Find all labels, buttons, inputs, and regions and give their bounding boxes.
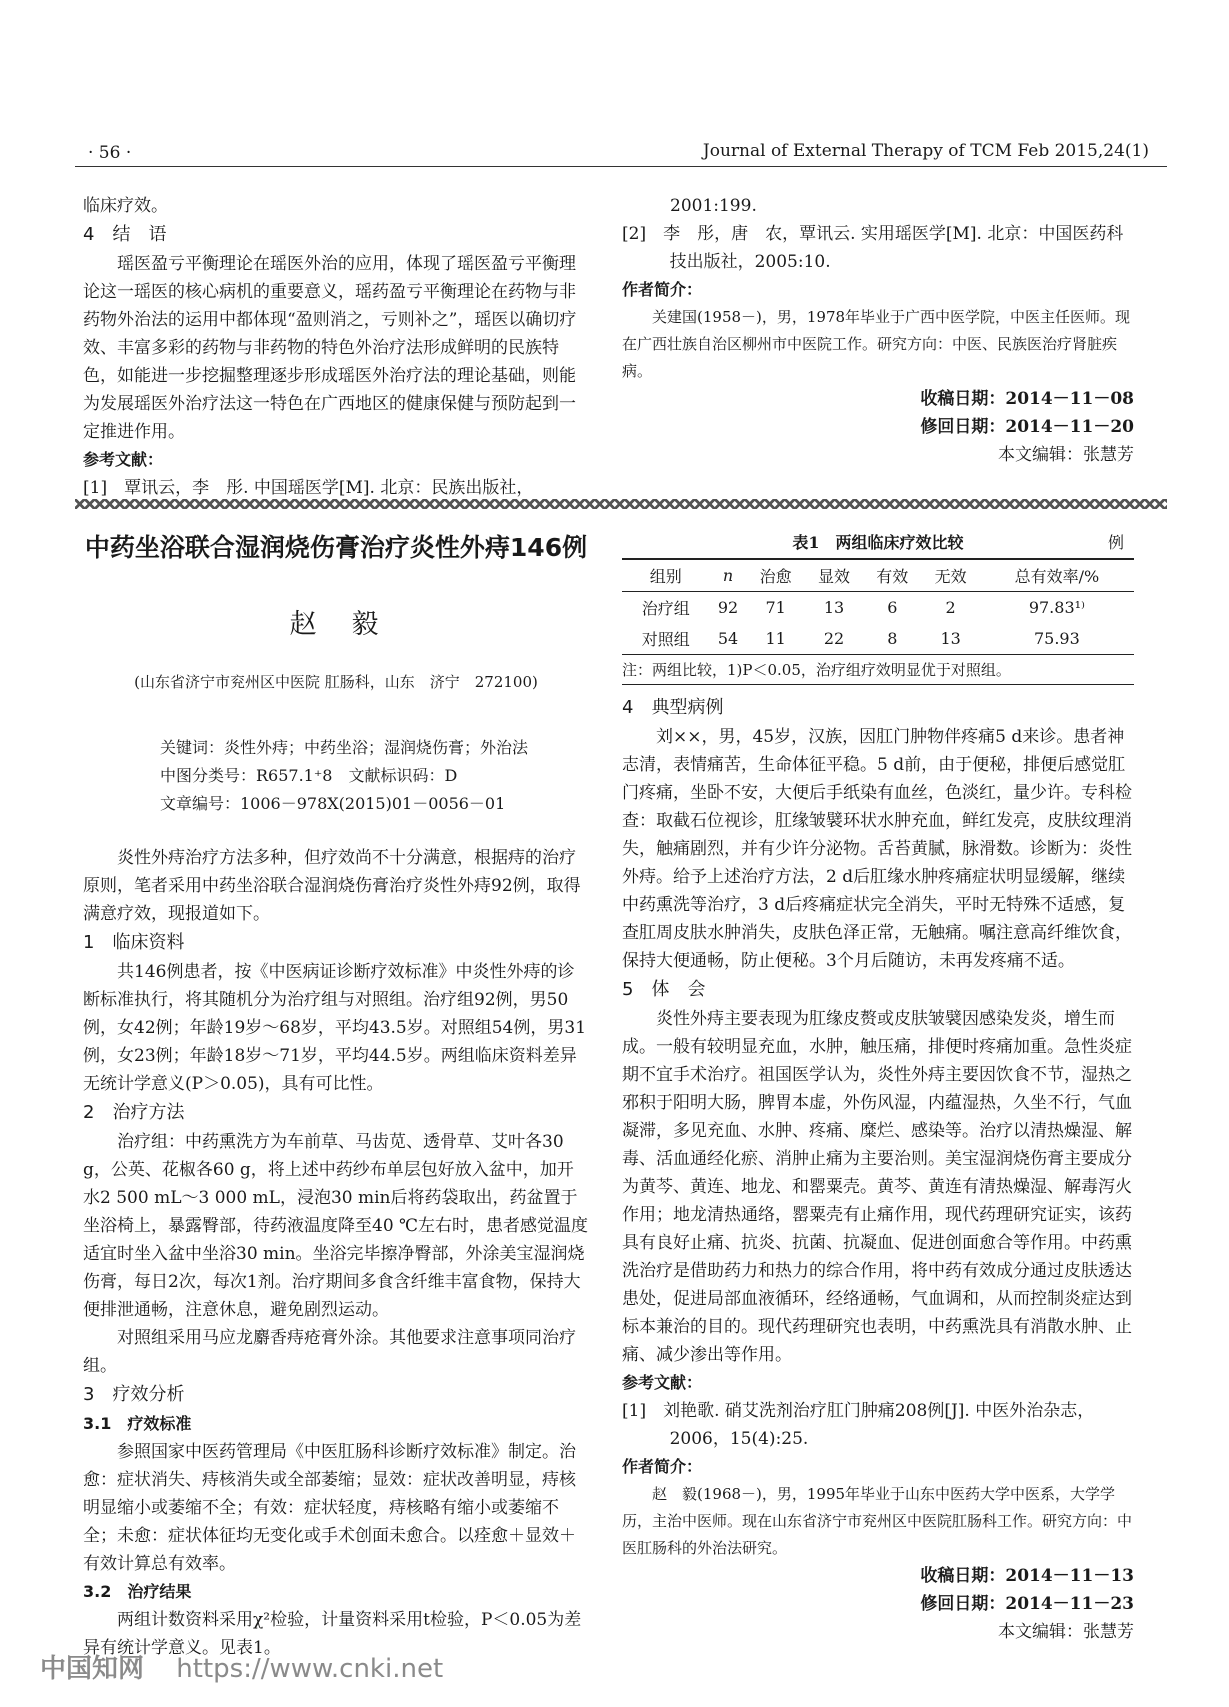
table-note: 注：两组比较，1)P＜0.05，治疗组疗效明显优于对照组。 xyxy=(622,661,1011,679)
section-3-1-body: 参照国家中医药管理局《中医肛肠科诊断疗效标准》制定。治愈：症状消失、痔核消失或全部萎缩；显效：症状改善明显，痔核明显缩小或萎缩不全；有效：症状轻度，痔核略有缩小或萎缩不全；未愈：症状体征均无变化或手术创面未愈合。以痊愈＋显效＋有效计算总有效率。 xyxy=(83,1442,576,1574)
table-unit: 例 xyxy=(1107,533,1124,552)
table-cell: 54 xyxy=(717,629,739,648)
section-3-2-body: 两组计数资料采用χ²检验，计量资料采用t检验，P＜0.05为差异有统计学意义。见表1。 xyxy=(83,1610,582,1658)
references-title: 参考文献： xyxy=(622,1373,703,1392)
table-cell: 13 xyxy=(940,629,961,648)
prev-editor: 本文编辑：张慧芳 xyxy=(998,445,1134,465)
article-affiliation: (山东省济宁市兖州区中医院 肛肠科，山东 济宁 272100) xyxy=(134,673,538,691)
table-caption-row xyxy=(622,530,1134,558)
section-3-title: 3 疗效分析 xyxy=(83,1384,185,1405)
section-4-title: 4 典型病例 xyxy=(622,697,724,718)
section-3-2-title: 3.2 治疗结果 xyxy=(83,1582,192,1601)
table-caption: 表1 两组临床疗效比较 xyxy=(792,533,964,552)
article-meta xyxy=(160,734,580,818)
table-header: 组别 xyxy=(649,567,682,586)
intro: 炎性外痔治疗方法多种，但疗效尚不十分满意，根据痔的治疗原则，笔者采用中药坐浴联合湿润烧伤膏治疗炎性外痔92例，取得满意疗效，现报道如下。 xyxy=(83,848,581,924)
author-title: 作者简介： xyxy=(622,1457,703,1476)
prev-received-date: 收稿日期：2014－11－08 xyxy=(920,389,1134,409)
watermark xyxy=(40,1648,443,1685)
prev-reference-2: [2] 李 彤，唐 农，覃讯云. 实用瑶医学[M]. 北京：中国医药科技出版社，2005:10. xyxy=(622,224,1124,272)
table-header: 无效 xyxy=(934,567,967,586)
table-cell: 13 xyxy=(823,598,845,617)
table-cell: 治疗组 xyxy=(641,599,690,618)
section-1-body: 共146例患者，按《中医病证诊断疗效标准》中炎性外痔的诊断标准执行，将其随机分为治疗组与对照组。治疗组92例，男50例，女42例；年龄19岁～68岁，平均43.5岁。对照组54例，男31例，女23例；年龄18岁～71岁，平均44.5岁。两组临床资料差异无统计学意义(P＞0.05)，具有可比性。 xyxy=(83,962,587,1094)
page-number: · 56 · xyxy=(88,143,132,163)
keywords: 关键词：炎性外痔；中药坐浴；湿润烧伤膏；外治法 xyxy=(160,738,529,757)
section-2-para-1: 治疗组：中药熏洗方为车前草、马齿苋、透骨草、艾叶各30 g，公英、花椒各60 g，将上述中药纱布单层包好放入盆中，加开水2 500 mL～3 000 mL，浸泡30 min后将药袋取出，药盆置于坐浴椅上，暴露臀部，待药液温度降至40 ℃左右时，患者感觉温度适宜时坐入盆中坐浴30 min。坐浴完毕擦净臀部，外涂美宝湿润烧伤膏，每日2次，每次1剂。治疗期间多食含纤维丰富食物，保持大便排泄通畅，注意休息，避免剧烈运动。 xyxy=(83,1132,589,1320)
table-row xyxy=(622,592,1134,624)
section-1-title: 1 临床资料 xyxy=(83,932,185,953)
section-5-title: 5 体 会 xyxy=(622,979,706,1000)
table-header-row xyxy=(622,559,1134,592)
table-cell: 75.93 xyxy=(1033,629,1080,648)
prev-section-4-body: 瑶医盈亏平衡理论在瑶医外治的应用，体现了瑶医盈亏平衡理论这一瑶医的核心病机的重要意义，瑶药盈亏平衡理论在药物与非药物外治法的运用中都体现“盈则消之，亏则补之”，瑶医以确切疗效、丰富多彩的药物与非药物的特色外治疗法形成鲜明的民族特色，如能进一步挖掘整理逐步形成瑶医外治疗法的理论基础，则能为发展瑶医外治疗法这一特色在广西地区的健康保健与预防起到一定推进作用。 xyxy=(83,254,577,442)
article-left-column xyxy=(83,844,589,1662)
article-title: 中药坐浴联合湿润烧伤膏治疗炎性外痔146例 xyxy=(84,533,588,562)
prev-left-top: 临床疗效。 xyxy=(83,196,168,216)
table-cell: 对照组 xyxy=(641,630,690,649)
table-cell: 22 xyxy=(823,629,845,648)
prev-left-column xyxy=(83,192,589,502)
results-table xyxy=(622,558,1134,685)
table-header: 总有效率/% xyxy=(1014,567,1100,586)
section-3-1-title: 3.1 疗效标准 xyxy=(83,1414,192,1433)
received-date: 收稿日期：2014－11－13 xyxy=(920,1566,1134,1586)
prev-section-4-title: 4 结 语 xyxy=(83,224,167,245)
table-cell: 2 xyxy=(945,598,956,617)
article-right-column xyxy=(622,530,1134,1646)
table-cell: 8 xyxy=(887,629,898,648)
article-title-block xyxy=(83,530,589,692)
editor: 本文编辑：张慧芳 xyxy=(998,1622,1134,1642)
header-rule xyxy=(75,166,1167,167)
article-separator xyxy=(75,499,1167,509)
section-2-para-2: 对照组采用马应龙麝香痔疮膏外涂。其他要求注意事项同治疗组。 xyxy=(83,1328,576,1376)
table-cell: 71 xyxy=(765,598,786,617)
section-2-title: 2 治疗方法 xyxy=(83,1102,185,1123)
author-body: 赵 毅(1968－)，男，1995年毕业于山东中医药大学中医系，大学学历，主治中医师。现在山东省济宁市兖州区中医院肛肠科工作。研究方向：中医肛肠科的外治法研究。 xyxy=(622,1485,1133,1557)
watermark-url: https://www.cnki.net xyxy=(176,1654,444,1684)
section-4-body: 刘××，男，45岁，汉族，因肛门肿物伴疼痛5 d来诊。患者神志清，表情痛苦，生命体征平稳。5 d前，由于便秘，排便后感觉肛门疼痛，坐卧不安，大便后手纸染有血丝，色淡红，量少许。专科检查：取截石位视诊，肛缘皱襞环状水肿充血，鲜红发亮，皮肤纹理消失，触痛剧烈，并有少许分泌物。舌苔黄腻，脉滑数。诊断为：炎性外痔。给予上述治疗方法，2 d后肛缘水肿疼痛症状明显缓解，继续中药熏洗等治疗，3 d后疼痛症状完全消失，平时无特殊不适感，复查肛周皮肤水肿消失，皮肤色泽正常，无触痛。嘱注意高纤维饮食，保持大便通畅，防止便秘。3个月后随访，未再发疼痛不适。 xyxy=(622,727,1132,971)
prev-revised-date: 修回日期：2014－11－20 xyxy=(920,417,1134,437)
table-header: 治愈 xyxy=(759,567,792,586)
article-author: 赵 毅 xyxy=(289,609,383,640)
journal-running-head: Journal of External Therapy of TCM Feb 2015,24(1) xyxy=(702,141,1149,161)
table-note-row xyxy=(622,655,1134,685)
revised-date: 修回日期：2014－11－23 xyxy=(920,1594,1134,1614)
article-number: 文章编号：1006－978X(2015)01－0056－01 xyxy=(160,794,506,813)
table-cell: 6 xyxy=(887,598,898,617)
section-5-body: 炎性外痔主要表现为肛缘皮赘或皮肤皱襞因感染发炎，增生而成。一般有较明显充血，水肿，触压痛，排便时疼痛加重。急性炎症期不宜手术治疗。祖国医学认为，炎性外痔主要因饮食不节，湿热之邪积于阳明大肠，脾胃本虚，外伤风湿，内蕴湿热，久坐不行，气血凝滞，多见充血、水肿、疼痛、糜烂、感染等。治疗以清热燥湿、解毒、活血通经化瘀、消肿止痛为主要治则。美宝湿润烧伤膏主要成分为黄芩、黄连、地龙、和罂粟壳。黄芩、黄连有清热燥湿、解毒泻火作用；地龙清热通络，罂粟壳有止痛作用，现代药理研究证实，该药具有良好止痛、抗炎、抗菌、抗凝血、促进创面愈合等作用。中药熏洗治疗是借助药力和热力的综合作用，将中药有效成分通过皮肤透达患处，促进局部血液循环，经络通畅，气血调和，从而控制炎症达到标本兼治的目的。现代药理研究也表明，中药熏洗具有消散水肿、止痛、减少渗出等作用。 xyxy=(622,1009,1132,1365)
prev-author-body: 关建国(1958－)，男，1978年毕业于广西中医学院，中医主任医师。现在广西壮族自治区柳州市中医院工作。研究方向：中医、民族医治疗肾脏疾病。 xyxy=(622,308,1131,380)
watermark-logo: 中国知网 xyxy=(40,1654,145,1684)
prev-references-title: 参考文献： xyxy=(83,450,164,469)
prev-reference-1-cont: 2001:199. xyxy=(670,196,757,216)
prev-right-column xyxy=(622,192,1134,469)
table-row xyxy=(622,623,1134,655)
table-header: 有效 xyxy=(876,567,909,586)
table-header: n xyxy=(722,566,734,585)
table-cell: 11 xyxy=(765,629,786,648)
right-body xyxy=(622,693,1134,1646)
clc-number: 中图分类号：R657.1⁺8 文献标识码：D xyxy=(160,766,458,785)
prev-author-title: 作者简介： xyxy=(622,280,703,299)
table-cell: 97.83¹⁾ xyxy=(1028,598,1085,617)
table-header: 显效 xyxy=(817,567,850,586)
table-cell: 92 xyxy=(717,598,739,617)
reference-1: [1] 刘艳歌. 硝艾洗剂治疗肛门肿痛208例[J]. 中医外治杂志，2006，15(4):25. xyxy=(622,1401,1095,1449)
prev-reference-1: [1] 覃讯云，李 彤. 中国瑶医学[M]. 北京：民族出版社， xyxy=(83,478,534,498)
